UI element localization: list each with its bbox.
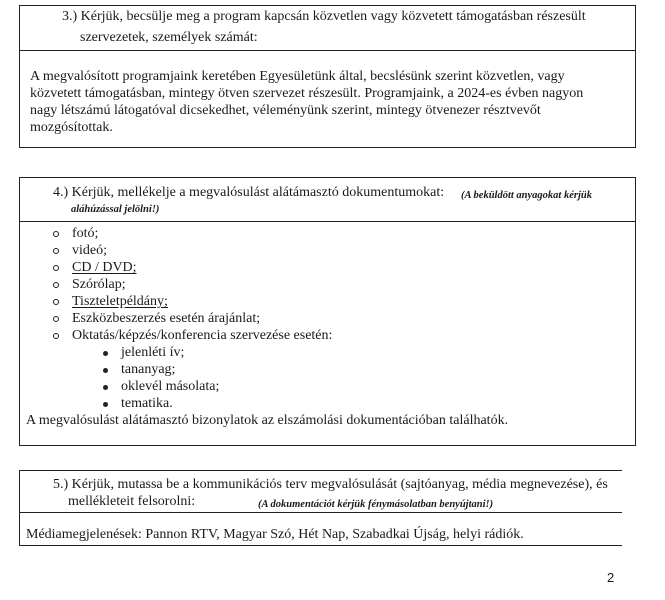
sublist-item-tananyag: tananyag; (121, 362, 176, 377)
section-4-note-line2: aláhúzással jelölni!) (71, 204, 160, 215)
list-bullet-circle (53, 282, 59, 288)
section-5-answer: Médiamegjelenések: Pannon RTV, Magyar Szó, Hét Nap, Szabadkai Újság, helyi rádiók. (26, 527, 524, 542)
section-3-answer-line3: nagy létszámú látogatóval dicsekedhet, véleményünk szerint, mintegy ötvenezer résztvevőt (30, 103, 541, 118)
sublist-bullet-dot (103, 351, 108, 356)
section-4-note-line1: (A beküldött anyagokat kérjük (461, 190, 592, 201)
list-bullet-circle (53, 316, 59, 322)
list-item-tiszteletpeldany: Tiszteletpéldány; (72, 294, 168, 309)
section-5-question-line2: mellékleteit felsorolni: (68, 494, 196, 509)
list-bullet-circle (53, 299, 59, 305)
sublist-bullet-dot (103, 368, 108, 373)
list-item-oktatas: Oktatás/képzés/konferencia szervezése esetén: (72, 328, 333, 343)
section-4-question: 4.) Kérjük, mellékelje a megvalósulást alátámasztó dokumentumokat: (53, 185, 445, 200)
list-bullet-circle (53, 333, 59, 339)
section-5-note: (A dokumentációt kérjük fénymásolatban benyújtani!) (258, 499, 494, 510)
sublist-bullet-dot (103, 385, 108, 390)
sublist-bullet-dot (103, 402, 108, 407)
section-5-question-line1: 5.) Kérjük, mutassa be a kommunikációs terv megvalósulását (sajtóanyag, média megnevezése), és (53, 477, 608, 492)
sublist-item-tematika: tematika. (121, 396, 173, 411)
list-bullet-circle (53, 231, 59, 237)
section-3-answer-line2: közvetett támogatásban, mintegy ötven szervezet részesült. Programjaink, a 2024-es évben nagyon (30, 86, 584, 101)
section-4-closing: A megvalósulást alátámasztó bizonylatok az elszámolási dokumentációban találhatók. (26, 413, 509, 428)
list-bullet-circle (53, 248, 59, 254)
list-bullet-circle (53, 265, 59, 271)
list-item-szorolap: Szórólap; (72, 277, 126, 292)
page-number: 2 (607, 570, 615, 585)
section-3-answer-line1: A megvalósított programjaink keretében Egyesületünk által, becslésünk szerint közvetlen, vagy (30, 69, 565, 84)
list-item-eszkozbeszerzes: Eszközbeszerzés esetén árajánlat; (72, 311, 261, 326)
list-item-video: videó; (72, 243, 107, 258)
section-3-answer-line4: mozgósítottak. (30, 120, 113, 135)
sublist-item-jelenleti-iv: jelenléti ív; (121, 345, 185, 360)
sublist-item-oklevel: oklevél másolata; (121, 379, 220, 394)
section-3-question-line1: 3.) Kérjük, becsülje meg a program kapcsán közvetlen vagy közvetett támogatásban részesült (62, 9, 586, 24)
section-3-question-line2: szervezetek, személyek számát: (80, 30, 258, 45)
list-item-foto: fotó; (72, 226, 99, 241)
list-item-cd-dvd: CD / DVD; (72, 260, 137, 275)
